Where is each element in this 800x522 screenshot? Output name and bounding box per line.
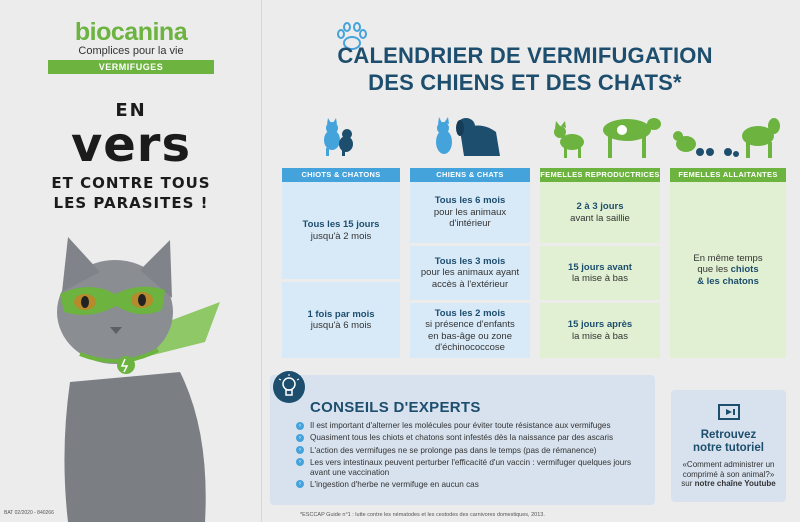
- left-panel: [0, 0, 262, 522]
- tutorial-channel-line[interactable]: sur notre chaîne Youtube: [681, 479, 776, 488]
- chevron-right-icon: ›: [296, 446, 304, 454]
- slogan: [20, 100, 242, 213]
- tutorial-title: Retrouvez notre tutoriel: [693, 429, 764, 454]
- list-item: › L'ingestion d'herbe ne vermifuge en aucun cas: [294, 480, 646, 490]
- conseils-list: [294, 421, 646, 492]
- list-item: › L'action des vermifuges ne se prolonge pas dans le temps (pas de rémanence): [294, 446, 646, 456]
- list-item: › Il est important d'alterner les molécules pour éviter toute résistance aux vermifuges: [294, 421, 646, 431]
- column-header: CHIENS & CHATS: [410, 168, 530, 182]
- cell-text-inline: [697, 264, 758, 276]
- cell-text: la mise à bas: [572, 330, 628, 342]
- cell-bold: chiots: [730, 264, 759, 276]
- chevron-right-icon: ›: [296, 480, 304, 488]
- pregnant-animals-icon: [552, 114, 662, 160]
- chevron-right-icon: ›: [296, 458, 304, 466]
- cell-text: pour les animaux ayant accès à l'extérieur: [420, 267, 520, 290]
- cell-text: si présence d'enfants en bas-âge ou zone d'échinococcose: [425, 319, 515, 353]
- schedule-cell: [540, 243, 660, 300]
- column-femelles-allaitantes: [670, 168, 786, 358]
- chevron-right-icon: ›: [296, 434, 304, 442]
- slogan-line3: ET CONTRE TOUS: [51, 174, 211, 192]
- cell-text: avant la saillie: [570, 212, 630, 224]
- slogan-line2: vers: [70, 117, 192, 173]
- category-bar: VERMIFUGES: [48, 60, 214, 74]
- dog-cat-icon: [430, 112, 508, 158]
- cell-bold: 2 à 3 jours: [576, 201, 624, 212]
- tutorial-box[interactable]: [671, 390, 786, 502]
- cell-text: pour les animaux d'intérieur: [433, 206, 507, 230]
- cell-text: jusqu'à 2 mois: [310, 230, 372, 242]
- cat-icon: [30, 232, 230, 522]
- column-header: CHIOTS & CHATONS: [282, 168, 400, 182]
- column-chiens-chats: [410, 168, 530, 358]
- play-icon[interactable]: [718, 404, 740, 420]
- lightbulb-icon: [272, 370, 306, 404]
- cell-bold: Tous les 3 mois: [434, 255, 506, 267]
- slogan-line4: LES PARASITES !: [53, 194, 209, 212]
- cell-bold: Tous les 2 mois: [434, 307, 506, 319]
- conseils-title: CONSEILS D'EXPERTS: [310, 399, 481, 416]
- column-femelles-reproductrices: [540, 168, 660, 358]
- schedule-cell: [282, 279, 400, 358]
- tutorial-quote: «Comment administrer un comprimé à son animal?»: [682, 460, 775, 479]
- schedule-cell: [410, 300, 530, 358]
- schedule-cell: [670, 182, 786, 358]
- brand-tagline: Complices pour la vie: [78, 45, 184, 57]
- schedule-cell: [282, 182, 400, 279]
- footnote: *ESCCAP Guide n°1 : lutte contre les nématodes et les cestodes des carnivores domestiques, 2013.: [300, 512, 545, 518]
- schedule-cell: [410, 182, 530, 243]
- cell-text: jusqu'à 6 mois: [310, 320, 372, 331]
- cell-text: En même temps: [693, 252, 763, 264]
- slogan-line1: EN: [115, 100, 147, 121]
- column-header: FEMELLES REPRODUCTRICES: [540, 168, 660, 182]
- title-line2: DES CHIENS ET DES CHATS*: [368, 70, 682, 95]
- cell-bold: & les chatons: [697, 275, 759, 287]
- column-header: FEMELLES ALLAITANTES: [670, 168, 786, 182]
- youtube-channel-link[interactable]: notre chaîne Youtube: [694, 479, 776, 488]
- kitten-puppy-icon: [318, 110, 358, 160]
- cell-bold: 15 jours avant: [568, 261, 632, 273]
- conseils-box: [270, 375, 655, 505]
- list-item: › Les vers intestinaux peuvent perturber l'efficacité d'un vaccin : vermifuger quelques jours avant une vaccination: [294, 458, 646, 478]
- page-title: [335, 42, 715, 96]
- cell-bold: 1 fois par mois: [307, 308, 375, 320]
- schedule-cell: [540, 182, 660, 243]
- schedule-cell: [540, 300, 660, 358]
- list-item: › Quasiment tous les chiots et chatons sont infestés dès la naissance par des ascaris: [294, 433, 646, 443]
- cell-text: que les: [697, 264, 728, 276]
- title-line1: CALENDRIER DE VERMIFUGATION: [337, 43, 713, 68]
- cell-bold: Tous les 6 mois: [434, 195, 506, 207]
- chevron-right-icon: ›: [296, 422, 304, 430]
- schedule-cell: [410, 243, 530, 300]
- brand-logo: [48, 18, 214, 57]
- brand-name: biocanina: [74, 18, 188, 46]
- tutorial-text: [671, 460, 786, 489]
- column-chiots-chatons: [282, 168, 400, 358]
- reference-code: BAT 02/2020 - 840266: [4, 510, 54, 516]
- cell-bold: 15 jours après: [567, 319, 633, 330]
- nursing-animals-icon: [670, 114, 782, 160]
- cell-bold: Tous les 15 jours: [302, 219, 380, 230]
- cell-text: la mise à bas: [572, 273, 628, 284]
